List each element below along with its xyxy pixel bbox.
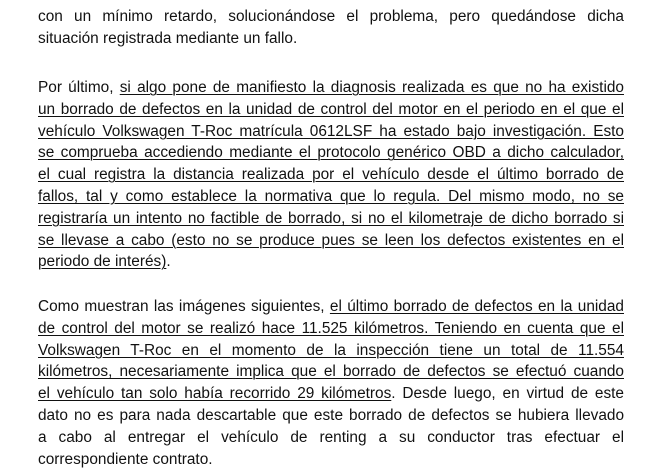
underlined-text: vehículo Volkswagen T-Roc matrícula 0612LSF ha estado bajo investigación. Esto <box>38 122 624 140</box>
underlined-text: se comprueba accediendo mediante el protocolo genérico OBD a dicho calculador, <box>38 144 624 162</box>
underlined-text: si algo pone de manifiesto la diagnosis realizada es que no ha existido <box>119 79 624 96</box>
text-line <box>38 99 624 121</box>
text-line <box>38 186 624 208</box>
text-line <box>38 318 624 340</box>
underlined-text: fallos, tal y como establece la normativa que lo regula. Del mismo modo, no se <box>38 187 624 205</box>
text-line <box>38 296 624 318</box>
text-line <box>38 427 624 449</box>
text-segment: dato no es para nada descartable que este borrado de defectos se hubiera llevado <box>38 406 624 424</box>
underlined-text: se llevase a cabo (esto no se produce pues se leen los defectos existentes en el <box>38 231 624 249</box>
text-line <box>38 6 624 28</box>
underlined-text: un borrado de defectos en la unidad de control del motor en el periodo en el que el <box>38 100 624 118</box>
text-line <box>38 340 624 362</box>
underlined-text: kilómetros, necesariamente implica que el borrado de defectos se efectuó cuando <box>38 363 624 381</box>
text-line <box>38 251 624 273</box>
paragraph-1 <box>38 6 624 50</box>
underlined-text: registraría un intento no factible de borrado, si no el kilometraje de dicho borrado si <box>38 209 624 227</box>
text-line <box>38 361 624 383</box>
text-segment: a cabo al entregar el vehículo de renting a su conductor tras efectuar el <box>38 428 624 446</box>
text-segment: . Desde luego, en virtud de este <box>391 385 624 403</box>
underlined-text: periodo de interés) <box>38 253 167 271</box>
text-line <box>38 121 624 143</box>
text-line <box>38 164 624 186</box>
underlined-text: el cual registra la distancia realizada por el vehículo desde el último borrado de <box>38 166 624 184</box>
text-line <box>38 77 624 99</box>
text-line <box>38 449 624 471</box>
underlined-text: el último borrado de defectos en la unidad <box>329 298 624 315</box>
underlined-text: Volkswagen T-Roc en el momento de la inspección tiene un total de 11.554 <box>38 341 624 359</box>
text-line <box>38 405 624 427</box>
text-line <box>38 142 624 164</box>
underlined-text: de control del motor se realizó hace 11.525 kilómetros. Teniendo en cuenta que el <box>38 319 624 337</box>
text-segment: correspondiente contrato. <box>38 450 213 468</box>
paragraph-3 <box>38 296 624 470</box>
text-segment: con un mínimo retardo, solucionándose el problema, pero quedándose dicha <box>38 8 624 25</box>
underlined-text: el vehículo tan solo había recorrido 29 kilómetros <box>38 385 392 403</box>
text-line <box>38 383 624 405</box>
text-line <box>38 230 624 252</box>
text-segment: situación registrada mediante un fallo. <box>38 29 298 47</box>
text-line <box>38 208 624 230</box>
text-segment: Como muestran las imágenes siguientes, <box>38 298 330 315</box>
text-segment: . <box>166 253 171 271</box>
paragraph-2 <box>38 77 624 273</box>
text-line <box>38 28 624 50</box>
text-segment: Por último, <box>38 79 120 96</box>
